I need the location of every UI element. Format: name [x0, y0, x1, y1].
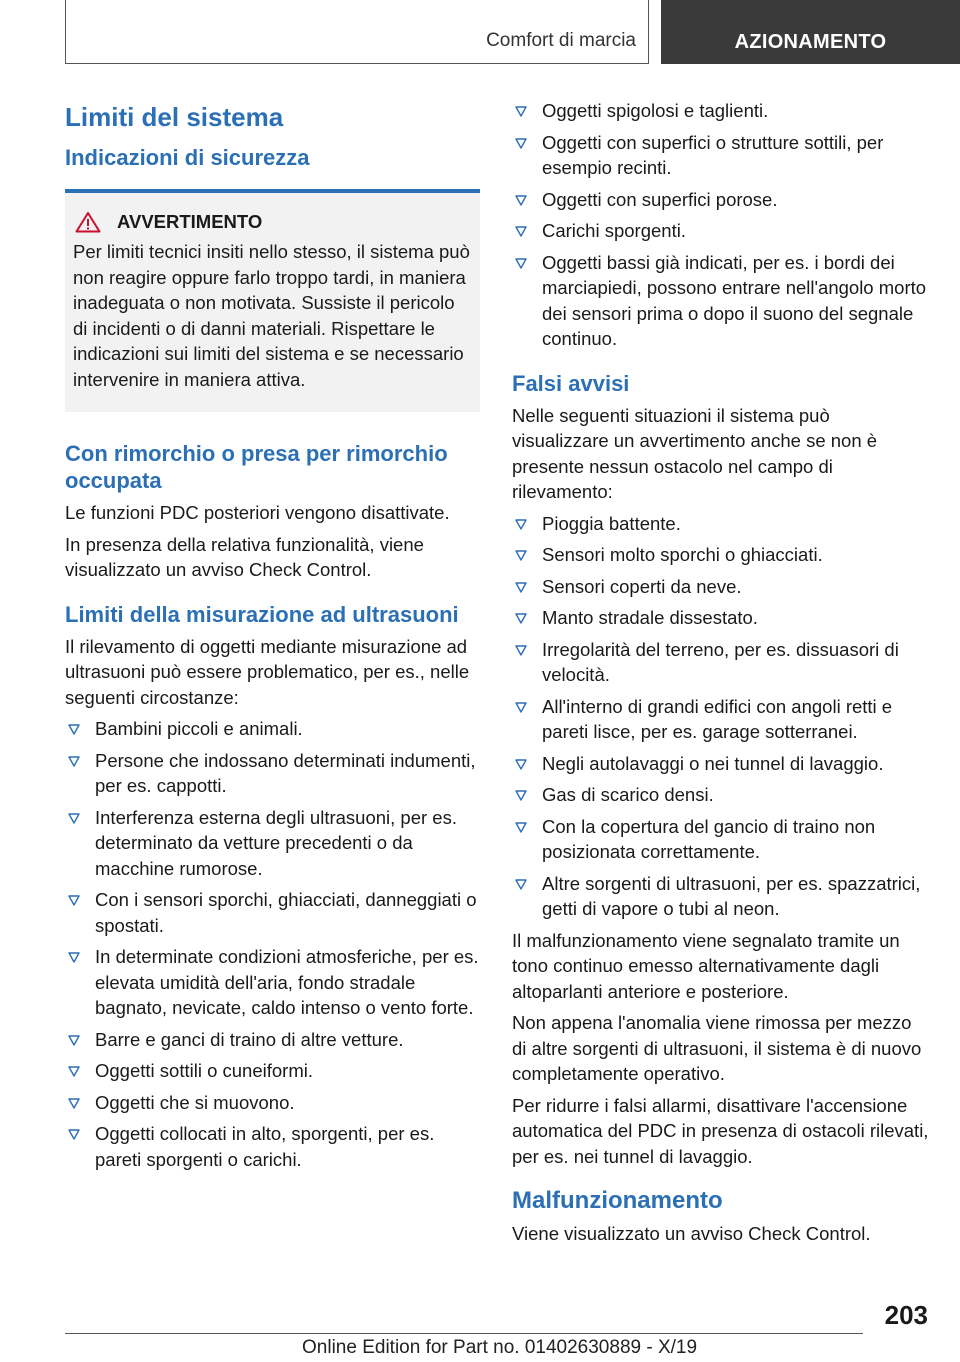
list-item-text: Oggetti spigolosi e taglienti. — [542, 100, 769, 121]
list-item — [512, 751, 930, 777]
list-item-text: Oggetti collocati in alto, sporgenti, per es. pareti sporgenti o carichi. — [95, 1123, 435, 1170]
triangle-bullet-icon — [68, 952, 80, 963]
triangle-bullet-icon — [515, 138, 527, 149]
triangle-bullet-icon — [515, 822, 527, 833]
list-item — [65, 1121, 480, 1172]
warning-header — [73, 211, 472, 233]
triangle-bullet-icon — [515, 879, 527, 890]
triangle-bullet-icon — [68, 1066, 80, 1077]
header-chapter-tab — [661, 0, 960, 64]
list-item — [512, 637, 930, 688]
list-item — [512, 511, 930, 537]
trailer-paragraph-1: Le funzioni PDC posteriori vengono disattivate. — [65, 502, 450, 523]
footer-divider — [65, 1333, 863, 1334]
objects-list — [512, 98, 930, 352]
list-item — [65, 748, 480, 799]
list-item — [512, 574, 930, 600]
list-item-text: Pioggia battente. — [542, 512, 681, 534]
header-chapter-title: AZIONAMENTO — [734, 31, 887, 53]
list-item — [512, 98, 930, 124]
triangle-bullet-icon — [515, 258, 527, 269]
list-item — [512, 814, 930, 865]
false-alarms-heading: Falsi avvisi — [512, 370, 630, 396]
list-item — [65, 944, 480, 1021]
ultrasound-list — [65, 716, 480, 1172]
list-item-text: Oggetti con superfici o strutture sottili, per esempio recinti. — [542, 131, 884, 178]
false-alarms-intro: Nelle seguenti situazioni il sistema può visualizzare un avvertimento anche se non è presente nessun ostacolo nel campo di rilevamento: — [512, 404, 878, 502]
list-item-text: Oggetti con superfici porose. — [542, 188, 778, 210]
list-item — [512, 605, 930, 631]
triangle-bullet-icon — [515, 195, 527, 206]
triangle-bullet-icon — [515, 550, 527, 561]
list-item — [512, 130, 930, 181]
warning-title: AVVERTIMENTO — [117, 211, 263, 232]
list-item-text: Barre e ganci di traino di altre vetture. — [95, 1028, 404, 1050]
trailer-heading: Con rimorchio o presa per rimorchio occupata — [65, 441, 448, 493]
warning-text: Per limiti tecnici insiti nello stesso, il sistema può non reagire oppure farlo troppo tardi, in maniera inadeguata o non motivata. Sussiste il pericolo di incidenti o di danni materiali. Rispettare le indicazioni sui limiti del sistema e se necessario intervenire in maniera attiva. — [73, 241, 470, 390]
list-item-text: Carichi sporgenti. — [542, 220, 686, 241]
list-item — [65, 716, 480, 742]
triangle-bullet-icon — [515, 582, 527, 593]
list-item-text: Con i sensori sporchi, ghiacciati, danneggiati o spostati. — [95, 889, 477, 936]
triangle-bullet-icon — [515, 759, 527, 770]
list-item-text: Sensori molto sporchi o ghiacciati. — [542, 544, 823, 565]
list-item-text: Sensori coperti da neve. — [542, 575, 742, 597]
list-item-text: Manto stradale dissestato. — [542, 607, 758, 628]
false-alarms-list — [512, 511, 930, 922]
list-item-text: Negli autolavaggi o nei tunnel di lavaggio. — [542, 752, 884, 774]
trailer-paragraph-2: In presenza della relativa funzionalità, viene visualizzato un avviso Check Control. — [65, 533, 424, 580]
list-item — [65, 887, 480, 938]
list-item-text: In determinate condizioni atmosferiche, per es. elevata umidità dell'aria, fondo stradale bagnato, nevicate, caldo intenso o vento forte. — [95, 946, 479, 1018]
list-item — [65, 1027, 480, 1053]
ultrasound-intro: Il rilevamento di oggetti mediante misurazione ad ultrasuoni può essere problematico, per es., nelle seguenti circostanze: — [65, 635, 470, 708]
left-column — [65, 98, 480, 1178]
warning-triangle-icon — [75, 211, 101, 233]
list-item-text: All'interno di grandi edifici con angoli retti e pareti lisce, per es. garage sotterranei. — [542, 695, 893, 742]
list-item-text: Gas di scarico densi. — [542, 784, 714, 805]
ultrasound-heading: Limiti della misurazione ad ultrasuoni — [65, 601, 459, 627]
right-column — [512, 98, 930, 1253]
malfunction-heading: Malfunzionamento — [512, 1187, 723, 1214]
triangle-bullet-icon — [515, 645, 527, 656]
page-title: Limiti del sistema — [65, 102, 284, 132]
triangle-bullet-icon — [515, 519, 527, 530]
triangle-bullet-icon — [515, 613, 527, 624]
list-item-text: Interferenza esterna degli ultrasuoni, per es. determinato da vetture precedenti o da macchine rumorose. — [95, 806, 457, 879]
false-alarms-paragraph-2: Non appena l'anomalia viene rimossa per mezzo di altre sorgenti di ultrasuoni, il sistema è di nuovo completamente operativo. — [512, 1012, 922, 1084]
list-item-text: Con la copertura del gancio di traino non posizionata correttamente. — [542, 815, 876, 862]
triangle-bullet-icon — [68, 1098, 80, 1109]
list-item — [512, 250, 930, 352]
triangle-bullet-icon — [68, 895, 80, 906]
false-alarms-paragraph-1: Il malfunzionamento viene segnalato tramite un tono continuo emesso alternativamente dagli altoparlanti anteriore e posteriore. — [512, 929, 900, 1002]
list-item — [512, 871, 930, 922]
page-number: 203 — [884, 1300, 928, 1330]
header-section-title: Comfort di marcia — [486, 30, 636, 51]
list-item-text: Bambini piccoli e animali. — [95, 718, 303, 739]
triangle-bullet-icon — [68, 1129, 80, 1140]
list-item — [65, 805, 480, 882]
triangle-bullet-icon — [515, 106, 527, 117]
footer-edition: Online Edition for Part no. 01402630889 - X/19 — [302, 1337, 698, 1358]
triangle-bullet-icon — [68, 1035, 80, 1046]
header-section-box — [65, 0, 649, 64]
list-item — [512, 218, 930, 244]
malfunction-text: Viene visualizzato un avviso Check Control. — [512, 1223, 871, 1244]
list-item-text: Irregolarità del terreno, per es. dissuasori di velocità. — [542, 638, 899, 685]
list-item-text: Oggetti bassi già indicati, per es. i bordi dei marciapiedi, possono entrare nell'angolo morto dei sensori prima o dopo il suono del segnale continuo. — [542, 251, 927, 349]
triangle-bullet-icon — [68, 756, 80, 767]
triangle-bullet-icon — [515, 702, 527, 713]
list-item — [512, 542, 930, 568]
triangle-bullet-icon — [68, 724, 80, 735]
false-alarms-paragraph-3: Per ridurre i falsi allarmi, disattivare l'accensione automatica del PDC in presenza di ostacoli rilevati, per es. nei tunnel di lavaggio. — [512, 1094, 929, 1167]
warning-box — [65, 189, 480, 412]
triangle-bullet-icon — [68, 813, 80, 824]
list-item — [65, 1090, 480, 1116]
safety-subtitle: Indicazioni di sicurezza — [65, 145, 310, 170]
list-item — [512, 782, 930, 808]
triangle-bullet-icon — [515, 226, 527, 237]
list-item — [65, 1058, 480, 1084]
list-item-text: Oggetti sottili o cuneiformi. — [95, 1060, 313, 1081]
list-item — [512, 694, 930, 745]
triangle-bullet-icon — [515, 790, 527, 801]
list-item-text: Altre sorgenti di ultrasuoni, per es. spazzatrici, getti di vapore o tubi al neon. — [542, 872, 921, 919]
list-item-text: Oggetti che si muovono. — [95, 1091, 295, 1113]
list-item-text: Persone che indossano determinati indumenti, per es. cappotti. — [95, 749, 476, 796]
list-item — [512, 187, 930, 213]
